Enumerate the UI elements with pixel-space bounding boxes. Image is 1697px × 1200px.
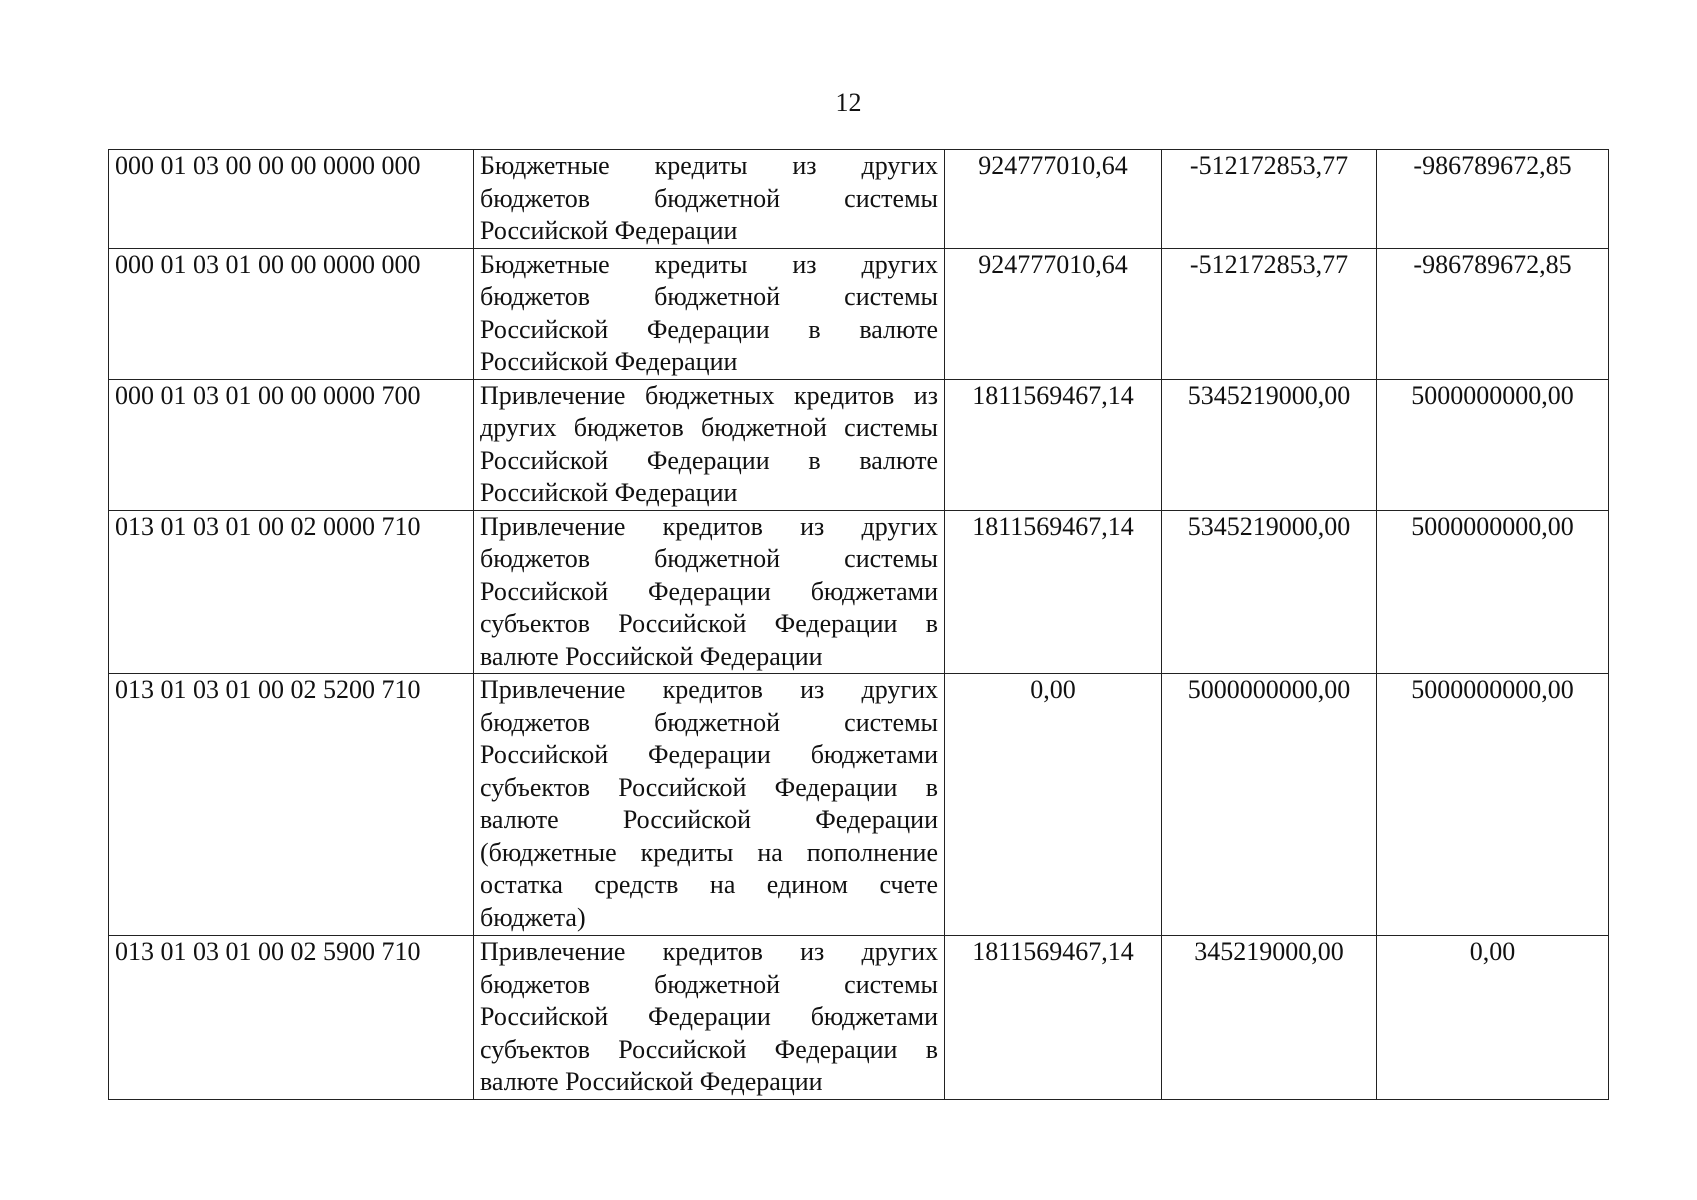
- amount-year-2-cell: 5345219000,00: [1162, 379, 1377, 510]
- description-cell: Привлечение кредитов из других бюджетов бюджетной системы Российской Федерации бюджетами субъектов Российской Федерации в валюте Российской Федерации: [474, 510, 945, 674]
- amount-year-3-cell: 5000000000,00: [1377, 674, 1609, 936]
- budget-table: [108, 149, 1609, 1100]
- budget-code-cell: 000 01 03 01 00 00 0000 700: [109, 379, 474, 510]
- amount-year-2-cell: 345219000,00: [1162, 936, 1377, 1100]
- amount-year-3-cell: -986789672,85: [1377, 150, 1609, 249]
- budget-code-cell: 000 01 03 00 00 00 0000 000: [109, 150, 474, 249]
- amount-year-2-cell: -512172853,77: [1162, 248, 1377, 379]
- amount-year-3-cell: 5000000000,00: [1377, 379, 1609, 510]
- table-row: [109, 674, 1609, 936]
- amount-year-2-cell: 5000000000,00: [1162, 674, 1377, 936]
- description-cell: Привлечение бюджетных кредитов из других бюджетов бюджетной системы Российской Федерации в валюте Российской Федерации: [474, 379, 945, 510]
- description-cell: Бюджетные кредиты из других бюджетов бюджетной системы Российской Федерации в валюте Российской Федерации: [474, 248, 945, 379]
- description-cell: Привлечение кредитов из других бюджетов бюджетной системы Российской Федерации бюджетами субъектов Российской Федерации в валюте Российской Федерации: [474, 936, 945, 1100]
- budget-code-cell: 000 01 03 01 00 00 0000 000: [109, 248, 474, 379]
- amount-year-3-cell: -986789672,85: [1377, 248, 1609, 379]
- budget-code-cell: 013 01 03 01 00 02 5900 710: [109, 936, 474, 1100]
- amount-year-1-cell: 1811569467,14: [945, 936, 1162, 1100]
- table-row: [109, 379, 1609, 510]
- amount-year-1-cell: 1811569467,14: [945, 510, 1162, 674]
- table-row: [109, 150, 1609, 249]
- description-cell: Бюджетные кредиты из других бюджетов бюджетной системы Российской Федерации: [474, 150, 945, 249]
- budget-code-cell: 013 01 03 01 00 02 5200 710: [109, 674, 474, 936]
- amount-year-2-cell: 5345219000,00: [1162, 510, 1377, 674]
- description-cell: Привлечение кредитов из других бюджетов бюджетной системы Российской Федерации бюджетами субъектов Российской Федерации в валюте Российской Федерации (бюджетные кредиты на пополнение остатка средств на едином счете бюджета): [474, 674, 945, 936]
- budget-code-cell: 013 01 03 01 00 02 0000 710: [109, 510, 474, 674]
- amount-year-1-cell: 924777010,64: [945, 150, 1162, 249]
- amount-year-3-cell: 0,00: [1377, 936, 1609, 1100]
- page-number: 12: [835, 88, 862, 117]
- amount-year-1-cell: 1811569467,14: [945, 379, 1162, 510]
- table-row: [109, 936, 1609, 1100]
- table-row: [109, 510, 1609, 674]
- amount-year-1-cell: 0,00: [945, 674, 1162, 936]
- amount-year-2-cell: -512172853,77: [1162, 150, 1377, 249]
- amount-year-1-cell: 924777010,64: [945, 248, 1162, 379]
- table-row: [109, 248, 1609, 379]
- amount-year-3-cell: 5000000000,00: [1377, 510, 1609, 674]
